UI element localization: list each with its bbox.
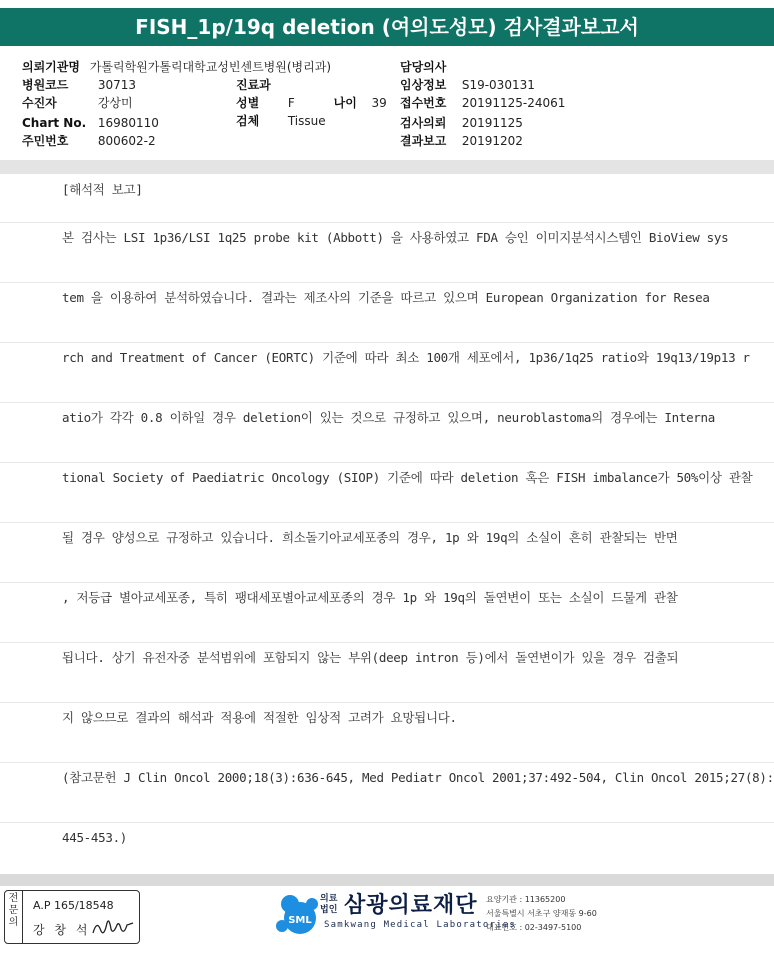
report-line: 될 경우 양성으로 규정하고 있습니다. 희소돌기아교세포종의 경우, 1p 와 19q의 소실이 흔히 관찰되는 반면 [0, 522, 774, 583]
request-row [400, 114, 523, 132]
stamp-license: A.P 165/18548 [33, 899, 114, 912]
report-date-row [400, 132, 523, 150]
report-line: 445-453.) [62, 830, 128, 845]
age-value: 39 [371, 96, 387, 110]
report-date-label: 결과보고 [400, 134, 447, 148]
footer [0, 886, 774, 954]
logo-text: SML [288, 915, 312, 926]
institution-type: 의료 법인 [320, 894, 338, 915]
clinical-label: 임상정보 [400, 78, 447, 92]
hospital-code-value: 30713 [97, 78, 137, 92]
specimen-value: Tissue [287, 114, 326, 128]
chart-value: 16980110 [97, 116, 159, 130]
receipt-row [400, 94, 565, 112]
age-label: 나이 [333, 96, 357, 110]
signature-icon [91, 915, 135, 939]
specimen-row [236, 112, 326, 130]
request-value: 20191125 [461, 116, 523, 130]
report-line: 됩니다. 상기 유전자중 분석범위에 포함되지 않는 부위(deep intron 등)에서 돌연변이가 있을 경우 검출되 [0, 642, 774, 703]
interpretive-report [0, 174, 774, 874]
facility-code: 요양기관 : 11365200 [486, 895, 566, 904]
report-title: FISH_1p/19q deletion (여의도성모) 검사결과보고서 [0, 8, 774, 46]
doctor-label: 담당의사 [400, 60, 447, 74]
report-line: (참고문헌 J Clin Oncol 2000;18(3):636-645, Med Pediatr Oncol 2001;37:492-504, Clin Oncol 2015;27(8): [0, 762, 774, 823]
phone: 대표번호 : 02-3497-5100 [486, 923, 582, 932]
institution-name-en: Samkwang Medical Laboratories [324, 920, 516, 930]
request-label: 검사의뢰 [400, 116, 447, 130]
chart-row [22, 114, 159, 132]
stamp-name: 강 창 석 [33, 923, 91, 937]
section-divider [0, 160, 774, 174]
institution-name: 삼광의료재단 [344, 893, 478, 918]
specimen-label: 검체 [236, 114, 260, 128]
doctor-row [400, 58, 446, 76]
report-line: rch and Treatment of Cancer (EORTC) 기준에 따라 최소 100개 세포에서, 1p36/1q25 ratio와 19q13/19p13 r [0, 342, 774, 403]
patient-label: 수진자 [22, 96, 57, 110]
sml-logo-icon [270, 890, 322, 942]
chart-label: Chart No. [22, 116, 87, 130]
report-line: tional Society of Paediatric Oncology (SIOP) 기준에 따라 deletion 혹은 FISH imbalance가 50%이상 관찰 [0, 462, 774, 523]
dept-row [236, 76, 271, 94]
report-line: , 저등급 별아교세포종, 특히 팽대세포별아교세포종의 경우 1p 와 19q의 돌연변이 또는 소실이 드물게 관찰 [0, 582, 774, 643]
report-line: atio가 각각 0.8 이하일 경우 deletion이 있는 것으로 규정하고 있으며, neuroblastoma의 경우에는 Interna [0, 402, 774, 463]
institution-row [22, 58, 331, 76]
report-line: 본 검사는 LSI 1p36/LSI 1q25 probe kit (Abbott) 을 사용하였고 FDA 승인 이미지분석시스템인 BioView sys [0, 222, 774, 283]
resident-value: 800602-2 [97, 134, 156, 148]
sex-value: F [287, 96, 295, 110]
receipt-label: 접수번호 [400, 96, 447, 110]
clinical-row [400, 76, 535, 94]
report-line: tem 을 이용하여 분석하였습니다. 결과는 제조사의 기준을 따르고 있으며 European Organization for Resea [0, 282, 774, 343]
institution-value: 가톨릭학원가톨릭대학교성빈센트병원(병리과) [89, 60, 332, 74]
patient-info-header [0, 48, 774, 154]
patient-value: 강상미 [97, 96, 133, 110]
report-line: [해석적 보고] [0, 174, 774, 223]
institution-label: 의뢰기관명 [22, 60, 80, 74]
patient-row [22, 94, 133, 112]
hospital-code-label: 병원코드 [22, 78, 69, 92]
clinical-value: S19-030131 [461, 78, 535, 92]
sex-age-row [236, 94, 387, 112]
resident-row [22, 132, 156, 150]
address: 서울특별시 서초구 양재동 9-60 [486, 909, 597, 918]
report-line: 지 않으므로 결과의 해석과 적용에 적절한 임상적 고려가 요망됩니다. [0, 702, 774, 763]
resident-label: 주민번호 [22, 134, 69, 148]
report-date-value: 20191202 [461, 134, 523, 148]
pathologist-stamp [4, 890, 140, 944]
footer-band [0, 874, 774, 886]
sex-label: 성별 [236, 96, 260, 110]
dept-label: 진료과 [236, 78, 271, 92]
stamp-side-label: 전문의 [5, 891, 23, 943]
receipt-value: 20191125-24061 [461, 96, 566, 110]
hospital-code-row [22, 76, 136, 94]
